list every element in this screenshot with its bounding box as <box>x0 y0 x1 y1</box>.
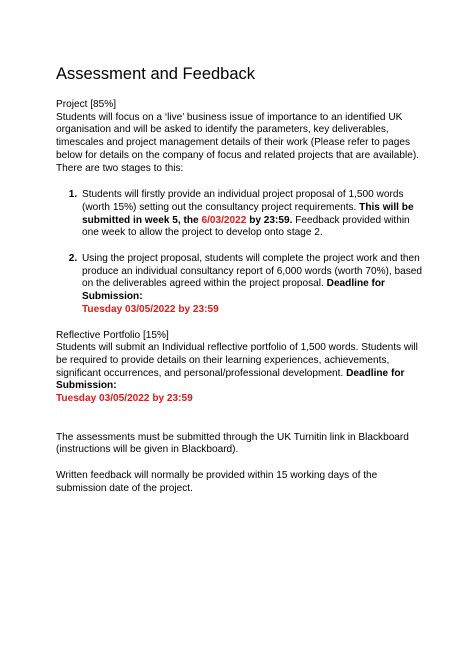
stage-1-text: Students will firstly provide an individual project proposal of 1,500 words (worth 15%) setting out the consultancy project requirements. <box>82 189 404 213</box>
stage-1-time: by 23:59. <box>246 214 293 226</box>
stage-1-bold: This will be submitted in week 5, the <box>82 201 414 226</box>
stage-2-text: Using the project proposal, students will complete the project work and then produce an individual consultancy report of 6,000 words (worth 70%), based on the deliverables agreed within the project proposal. <box>82 253 423 290</box>
portfolio-section <box>56 330 424 406</box>
document-page <box>56 64 424 496</box>
portfolio-deadline-label: Deadline for Submission: <box>56 367 405 392</box>
submission-note: The assessments must be submitted through the UK Turnitin link in Blackboard (instructions will be given in Blackboard). <box>56 431 409 456</box>
stage-2-deadline-label: Deadline for Submission: <box>82 278 385 303</box>
project-stages-list <box>56 189 424 316</box>
stage-2-item <box>80 253 424 317</box>
portfolio-text: Students will submit an Individual reflective portfolio of 1,500 words. Students will be required to provide details on their learning experiences, achievements, significant occurrences, and personal/professional development. <box>56 342 418 379</box>
project-section <box>56 99 424 317</box>
stage-1-item <box>80 189 424 240</box>
stage-1-tail: Feedback provided within one week to allow the project to develop onto stage 2. <box>82 214 410 239</box>
stage-1-date: 6/03/2022 <box>201 214 247 226</box>
page-title: Assessment and Feedback <box>56 65 256 83</box>
portfolio-deadline: Tuesday 03/05/2022 by 23:59 <box>56 393 193 405</box>
portfolio-text-block <box>56 342 424 406</box>
stage-2-deadline: Tuesday 03/05/2022 by 23:59 <box>82 303 219 315</box>
portfolio-heading: Reflective Portfolio [15%] <box>56 329 169 341</box>
feedback-note: Written feedback will normally be provided within 15 working days of the submission date of the project. <box>56 470 378 494</box>
project-heading: Project [85%] <box>56 99 117 110</box>
project-intro: Students will focus on a ‘live’ business issue of importance to an identified UK organisation and will be asked to identify the parameters, key deliverables, timescales and project management details of their work (Please refer to pages below for details on the company of focus and related projects that are available). There are two stages to this: <box>56 111 420 174</box>
